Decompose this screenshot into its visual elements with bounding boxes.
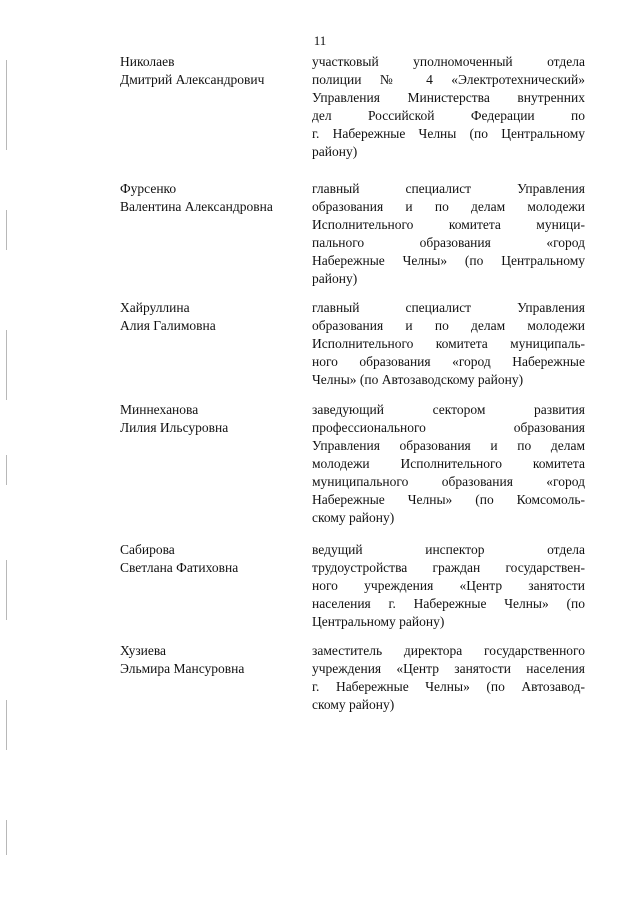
- position-line: Набережные Челны» (по Центральному: [312, 253, 585, 268]
- person-position: [312, 299, 585, 389]
- position-line: району): [312, 144, 358, 159]
- position-line: главный специалист Управления: [312, 300, 585, 315]
- given-names: Лилия Ильсуровна: [120, 420, 229, 435]
- position-line: скому району): [312, 510, 395, 525]
- position-line: Челны» (по Автозаводскому району): [312, 372, 524, 387]
- position-line: пального образования «город: [312, 235, 585, 250]
- position-line: главный специалист Управления: [312, 181, 585, 196]
- position-line: Набережные Челны» (по Комсомоль-: [312, 492, 585, 507]
- position-line: трудоустройства граждан государствен-: [312, 560, 585, 575]
- position-line: дел Российской Федерации по: [312, 108, 585, 123]
- position-line: ведущий инспектор отдела: [312, 542, 585, 557]
- person-position: [312, 642, 585, 714]
- person-name: [120, 299, 300, 335]
- given-names: Алия Галимовна: [120, 318, 216, 333]
- position-line: г. Набережные Челны (по Центральному: [312, 126, 585, 141]
- person-name: [120, 642, 300, 678]
- surname: Николаев: [120, 54, 175, 69]
- position-line: молодежи Исполнительного комитета: [312, 456, 585, 471]
- person-position: [312, 180, 585, 288]
- position-line: полиции № 4 «Электротехнический»: [312, 72, 585, 87]
- given-names: Светлана Фатиховна: [120, 560, 239, 575]
- position-line: Центральному району): [312, 614, 445, 629]
- person-position: [312, 401, 585, 527]
- person-position: [312, 53, 585, 161]
- position-line: образования и по делам молодежи: [312, 318, 585, 333]
- position-line: учреждения «Центр занятости населения: [312, 661, 585, 676]
- surname: Сабирова: [120, 542, 175, 557]
- position-line: Исполнительного комитета муници-: [312, 217, 585, 232]
- person-name: [120, 541, 300, 577]
- given-names: Дмитрий Александрович: [120, 72, 265, 87]
- position-line: г. Набережные Челны» (по Автозавод-: [312, 679, 585, 694]
- position-line: участковый уполномоченный отдела: [312, 54, 585, 69]
- page-number: 11: [313, 33, 327, 48]
- person-position: [312, 541, 585, 631]
- position-line: муниципального образования «город: [312, 474, 585, 489]
- position-line: ного учреждения «Центр занятости: [312, 578, 585, 593]
- position-line: Исполнительного комитета муниципаль-: [312, 336, 585, 351]
- position-line: образования и по делам молодежи: [312, 199, 585, 214]
- position-line: заместитель директора государственного: [312, 643, 585, 658]
- position-line: скому району): [312, 697, 395, 712]
- position-line: населения г. Набережные Челны» (по: [312, 596, 585, 611]
- given-names: Валентина Александровна: [120, 199, 273, 214]
- given-names: Эльмира Мансуровна: [120, 661, 245, 676]
- position-line: профессионального образования: [312, 420, 585, 435]
- surname: Миннеханова: [120, 402, 199, 417]
- surname: Хайруллина: [120, 300, 190, 315]
- surname: Хузиева: [120, 643, 167, 658]
- position-line: ного образования «город Набережные: [312, 354, 585, 369]
- scan-edge-marks: [6, 0, 8, 905]
- position-line: заведующий сектором развития: [312, 402, 585, 417]
- position-line: Управления образования и по делам: [312, 438, 585, 453]
- person-name: [120, 180, 300, 216]
- position-line: району): [312, 271, 358, 286]
- position-line: Управления Министерства внутренних: [312, 90, 585, 105]
- person-name: [120, 401, 300, 437]
- surname: Фурсенко: [120, 181, 177, 196]
- person-name: [120, 53, 300, 89]
